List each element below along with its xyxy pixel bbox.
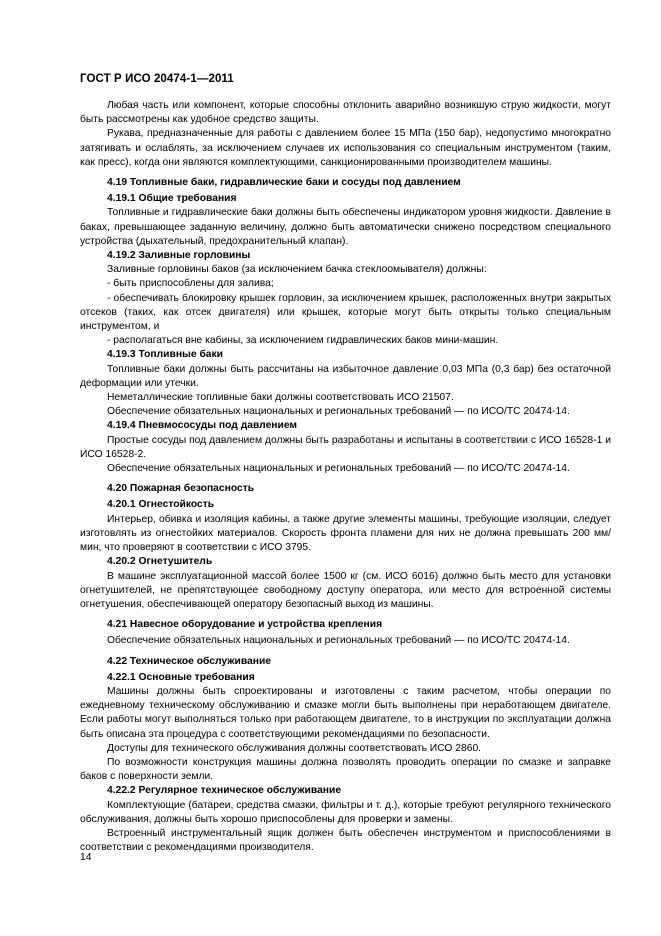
paragraph: Заливные горловины баков (за исключением бачка стеклоомывателя) должны: [107,264,487,276]
document-body [80,99,611,855]
list-item: - быть приспособлены для залива; [107,278,274,290]
subsection-heading: 4.20.1 Огнестойкость [107,499,215,511]
list-item: - обеспечивать блокировку крышек горловин, за исключением крышек, расположенных внутри закрытых отсеков (таких, как отсек двигателя) или крышек, которые могут быть открыты только специальным инструментом, и [80,292,611,333]
paragraph: Топливные и гидравлические баки должны быть обеспечены индикатором уровня жидкости. Давление в баках, превышающее заданную величину, должно быть автоматически снижено посредством специального устройства (дыхательный, предохранительный клапан). [80,207,611,247]
paragraph: Встроенный инструментальный ящик должен быть обеспечен инструментом и приспособлениями в соответствии с рекомендациями производителя. [80,827,611,854]
list-item: - располагаться вне кабины, за исключением гидравлических баков мини-машин. [107,335,499,347]
subsection-heading: 4.19.4 Пневмососуды под давлением [107,420,298,432]
paragraph: Неметаллические топливные баки должны соответствовать ИСО 21507. [107,392,454,404]
subsection-heading: 4.19.3 Топливные баки [107,349,224,361]
document-id-header: ГОСТ Р ИСО 20474-1—2011 [80,73,234,85]
paragraph: Рукава, предназначенные для работы с давлением более 15 МПа (150 бар), недопустимо многократно затягивать и ослаблять, за исключением случаев их использования со специальным инструментом (таким, как пресс), когда они являются комплектующими, санкционированными производителем машины. [80,128,611,168]
paragraph: В машине эксплуатационной массой более 1500 кг (см. ИСО 6016) должно быть место для установки огнетушителей, не препятствующее свободному доступу оператора, или место для встроенной системы огнетушения, обеспечивающей оператору безопасный выход из машины. [80,570,611,610]
paragraph: Интерьер, обивка и изоляция кабины, а также другие элементы машины, требующие изоляции, следует изготовлять из огнестойких материалов. Скорость фронта пламени для них не должна превышать 200 мм/мин, что проверяют в соответствии с ИСО 3795. [80,513,611,554]
section-heading: 4.20 Пожарная безопасность [107,483,255,495]
page-number: 14 [80,852,92,863]
paragraph: Обеспечение обязательных национальных и региональных требований — по ИСО/ТС 20474-14. [107,406,570,418]
section-heading: 4.21 Навесное оборудование и устройства крепления [107,619,383,631]
subsection-heading: 4.19.2 Заливные горловины [107,250,251,262]
subsection-heading: 4.19.1 Общие требования [107,193,237,205]
subsection-heading: 4.20.2 Огнетушитель [107,556,213,568]
paragraph: Топливные баки должны быть рассчитаны на избыточное давление 0,03 МПа (0,3 бар) без остаточной деформации или утечки. [80,363,611,389]
paragraph: По возможности конструкция машины должна позволять проводить операции по смазке и заправке баков с поверхности земли. [80,756,611,783]
paragraph: Обеспечение обязательных национальных и региональных требований — по ИСО/ТС 20474-14. [107,635,570,647]
paragraph: Комплектующие (батареи, средства смазки, фильтры и т. д.), которые требуют регулярного технического обслуживания, должны быть хорошо приспособлены для проверки и замены. [80,799,611,825]
paragraph: Обеспечение обязательных национальных и региональных требований — по ИСО/ТС 20474-14. [107,463,570,475]
paragraph: Простые сосуды под давлением должны быть разработаны и испытаны в соответствии с ИСО 16528-1 и ИСО 16528-2. [80,434,611,460]
paragraph: Машины должны быть спроектированы и изготовлены с таким расчетом, чтобы операции по ежедневному техническому обслуживанию и смазке могли быть выполнены при неработающем двигателе. Если работы могут выполняться только при работающем двигателе, то в инструкции по эксплуатации должна быть описана эта процедура с соответствующими рекомендациями по безопасности. [80,685,611,740]
subsection-heading: 4.22.2 Регулярное техническое обслуживание [107,785,342,797]
section-heading: 4.19 Топливные баки, гидравлические баки и сосуды под давлением [107,177,461,189]
paragraph: Доступы для технического обслуживания должны соответствовать ИСО 2860. [107,742,482,754]
section-heading: 4.22 Техническое обслуживание [107,655,272,667]
subsection-heading: 4.22.1 Основные требования [107,671,255,683]
paragraph: Любая часть или компонент, которые способны отклонить аварийно возникшую струю жидкости, могут быть рассмотрены как удобное средство защиты. [80,100,611,126]
